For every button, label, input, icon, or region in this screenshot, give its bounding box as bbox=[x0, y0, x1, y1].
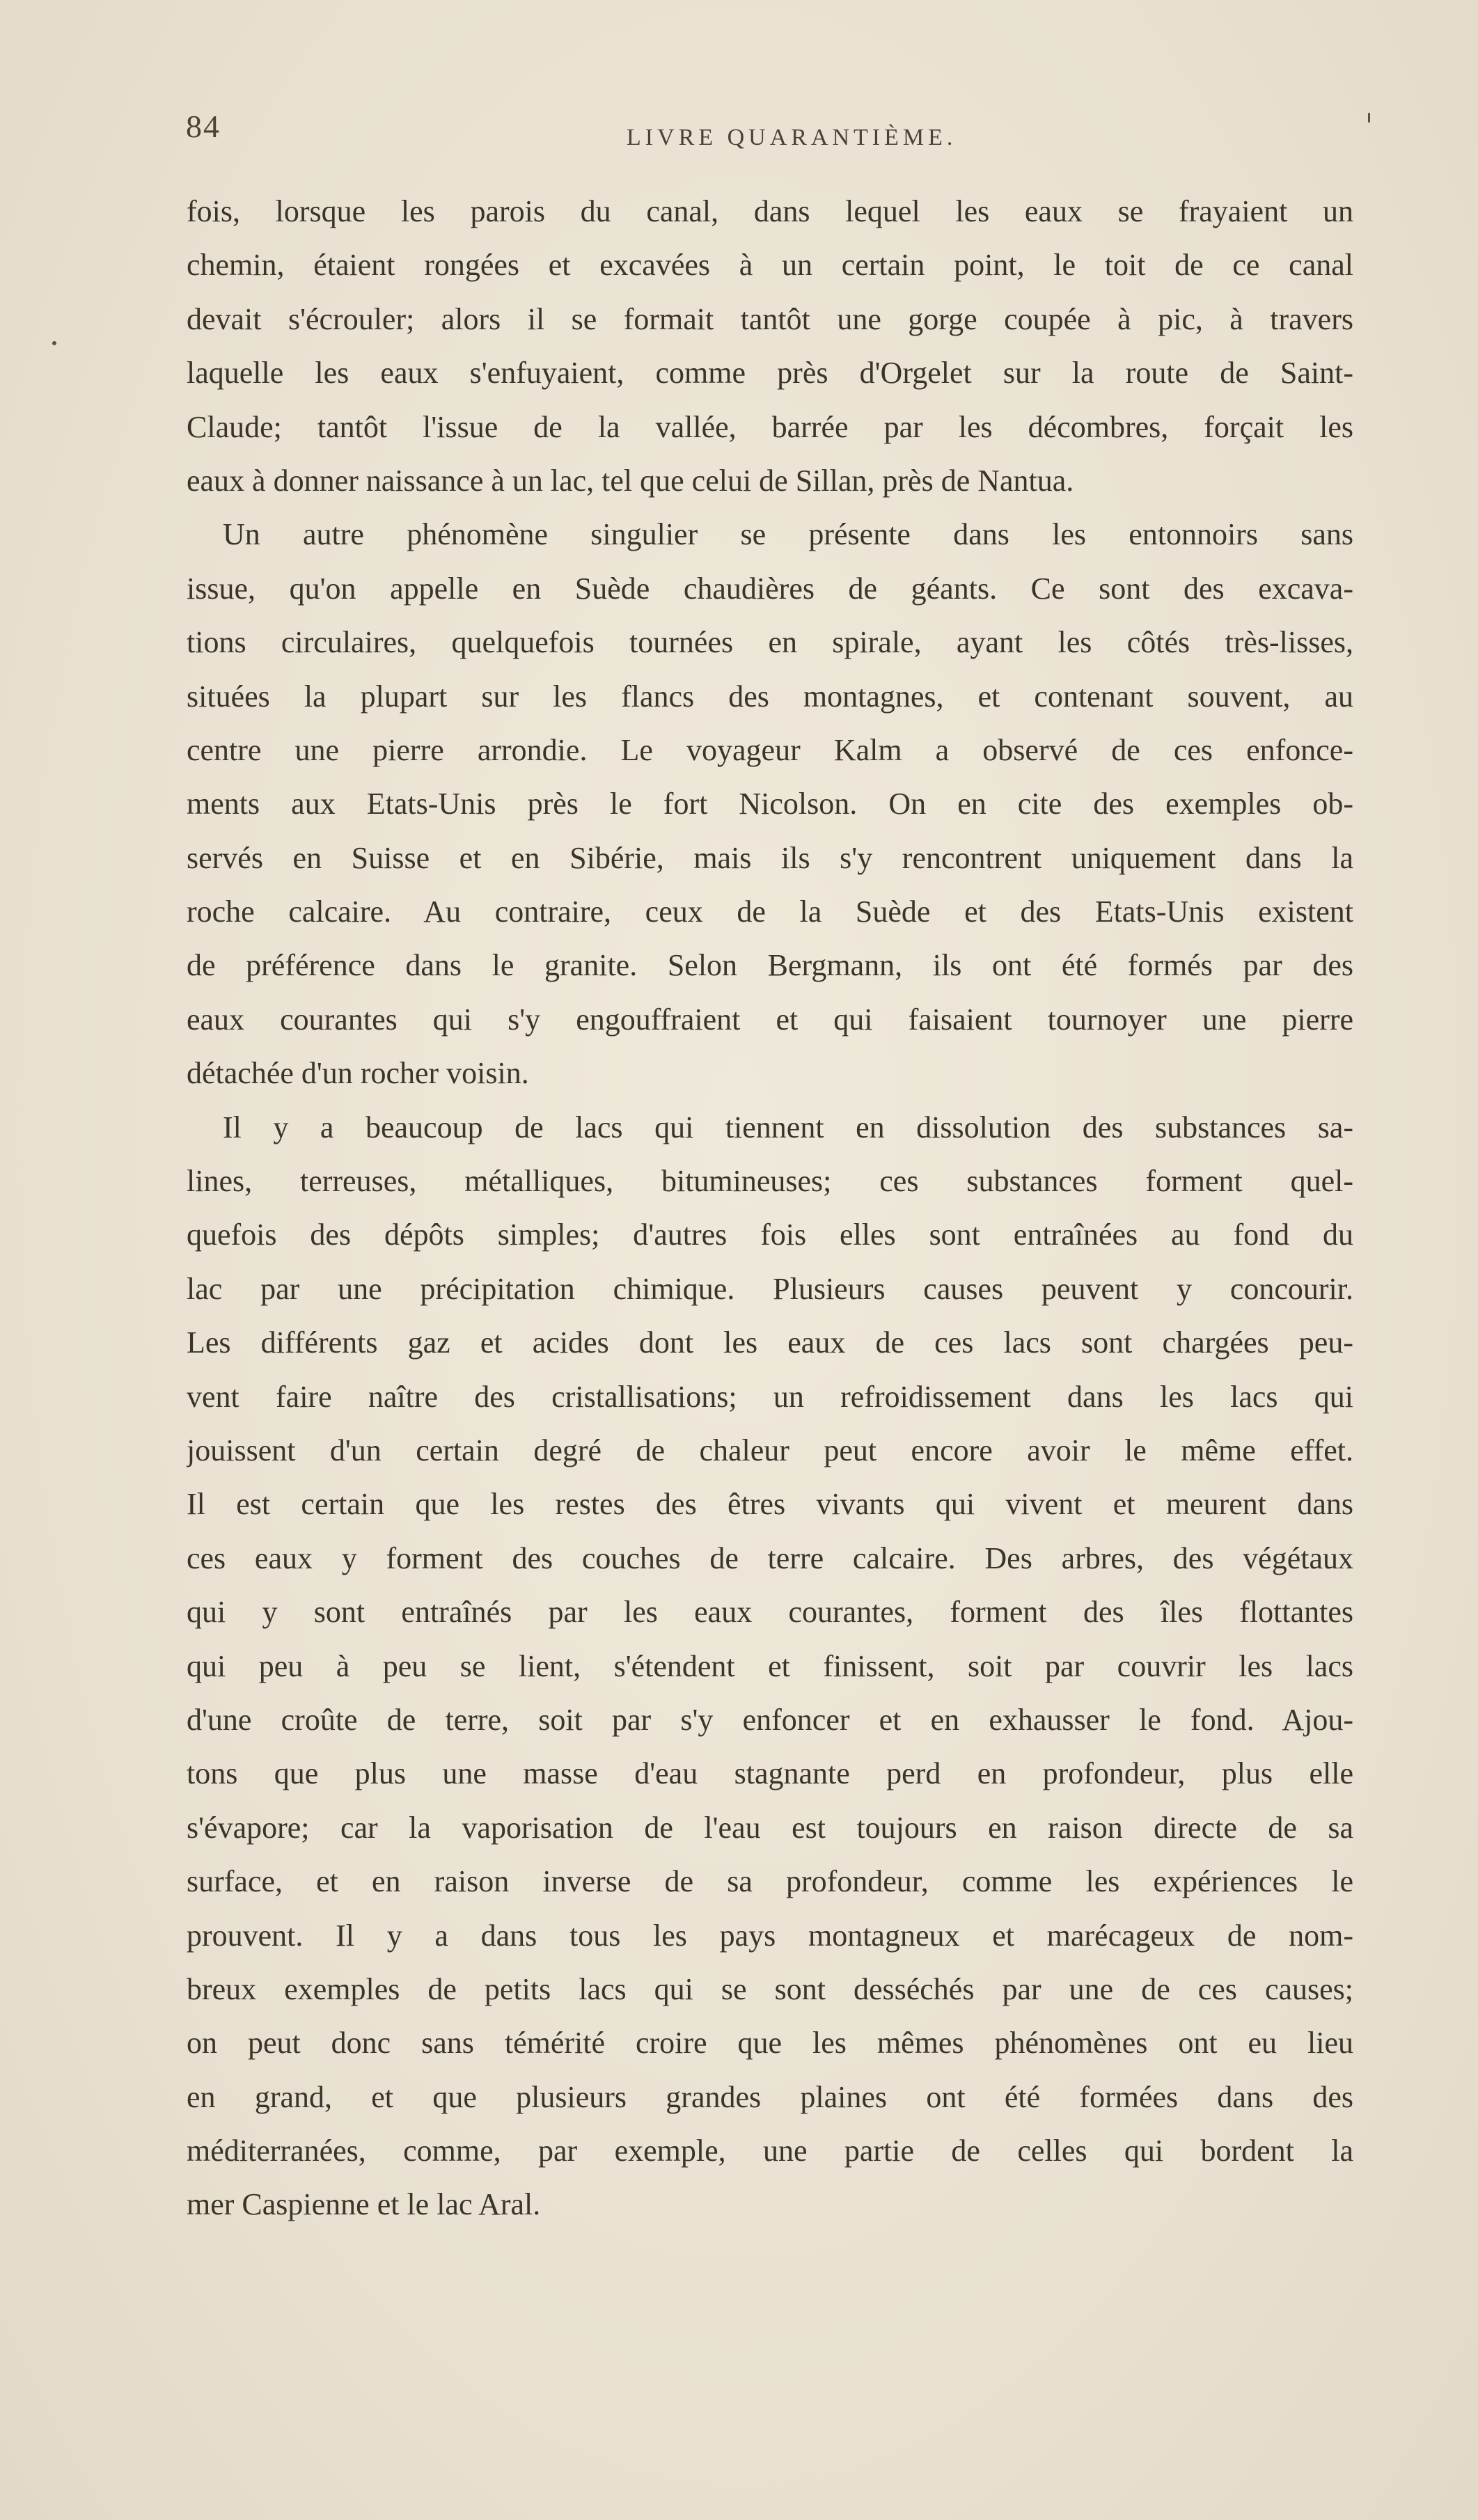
text-line: issue, qu'on appelle en Suède chaudières de géants. Ce sont des excava- bbox=[187, 571, 1353, 606]
text-line: d'une croûte de terre, soit par s'y enfoncer et en exhausser le fond. Ajou- bbox=[187, 1702, 1353, 1737]
page-number: 84 bbox=[186, 109, 221, 144]
text-line: ces eaux y forment des couches de terre calcaire. Des arbres, des végétaux bbox=[187, 1541, 1353, 1575]
text-line: chemin, étaient rongées et excavées à un certain point, le toit de ce canal bbox=[187, 248, 1353, 283]
text-line: Il y a beaucoup de lacs qui tiennent en dissolution des substances sa- bbox=[223, 1110, 1353, 1144]
text-line: méditerranées, comme, par exemple, une partie de celles qui bordent la bbox=[187, 2134, 1353, 2168]
text-line: détachée d'un rocher voisin. bbox=[187, 1056, 529, 1091]
text-line: servés en Suisse et en Sibérie, mais ils s'y rencontrent uniquement dans la bbox=[187, 840, 1353, 875]
text-line: surface, et en raison inverse de sa profondeur, comme les expériences le bbox=[187, 1864, 1353, 1899]
text-line: Il est certain que les restes des êtres vivants qui vivent et meurent dans bbox=[187, 1487, 1353, 1522]
text-line: tions circulaires, quelquefois tournées en spirale, ayant les côtés très-lisses, bbox=[187, 625, 1353, 660]
running-head: LIVRE QUARANTIÈME. bbox=[627, 125, 957, 150]
text-line: centre une pierre arrondie. Le voyageur Kalm a observé de ces enfonce- bbox=[187, 732, 1353, 767]
text-line: roche calcaire. Au contraire, ceux de la Suède et des Etats-Unis existent bbox=[187, 895, 1353, 929]
text-line: quefois des dépôts simples; d'autres fois elles sont entraînées au fond du bbox=[187, 1218, 1353, 1252]
text-line: on peut donc sans témérité croire que les mêmes phénomènes ont eu lieu bbox=[187, 2026, 1353, 2061]
text-line: vent faire naître des cristallisations; un refroidissement dans les lacs qui bbox=[187, 1379, 1353, 1414]
text-line: en grand, et que plusieurs grandes plaines ont été formées dans des bbox=[187, 2079, 1353, 2114]
print-speck bbox=[1368, 113, 1370, 123]
print-speck bbox=[52, 341, 56, 345]
text-line: fois, lorsque les parois du canal, dans lequel les eaux se frayaient un bbox=[187, 194, 1353, 228]
text-line: qui peu à peu se lient, s'étendent et finissent, soit par couvrir les lacs bbox=[187, 1648, 1353, 1683]
text-line: laquelle les eaux s'enfuyaient, comme près d'Orgelet sur la route de Saint- bbox=[187, 356, 1353, 391]
text-line: eaux courantes qui s'y engouffraient et qui faisaient tournoyer une pierre bbox=[187, 1002, 1353, 1037]
text-line: qui y sont entraînés par les eaux courantes, forment des îles flottantes bbox=[187, 1595, 1353, 1630]
text-line: de préférence dans le granite. Selon Bergmann, ils ont été formés par des bbox=[187, 948, 1353, 983]
text-line: tons que plus une masse d'eau stagnante perd en profondeur, plus elle bbox=[187, 1756, 1353, 1791]
text-line: s'évapore; car la vaporisation de l'eau est toujours en raison directe de sa bbox=[187, 1810, 1353, 1845]
text-line: Un autre phénomène singulier se présente dans les entonnoirs sans bbox=[223, 517, 1353, 552]
text-line: eaux à donner naissance à un lac, tel que celui de Sillan, près de Nantua. bbox=[187, 463, 1074, 498]
text-line: mer Caspienne et le lac Aral. bbox=[187, 2187, 541, 2222]
text-line: devait s'écrouler; alors il se formait tantôt une gorge coupée à pic, à travers bbox=[187, 301, 1353, 336]
text-line: lac par une précipitation chimique. Plusieurs causes peuvent y concourir. bbox=[187, 1271, 1353, 1306]
text-line: breux exemples de petits lacs qui se sont desséchés par une de ces causes; bbox=[187, 1971, 1353, 2006]
text-line: ments aux Etats-Unis près le fort Nicolson. On en cite des exemples ob- bbox=[187, 787, 1353, 821]
text-line: prouvent. Il y a dans tous les pays montagneux et marécageux de nom- bbox=[187, 1918, 1353, 1953]
text-line: jouissent d'un certain degré de chaleur peut encore avoir le même effet. bbox=[187, 1433, 1353, 1467]
text-line: situées la plupart sur les flancs des montagnes, et contenant souvent, au bbox=[187, 679, 1353, 714]
text-line: lines, terreuses, métalliques, bitumineuses; ces substances forment quel- bbox=[187, 1164, 1353, 1199]
text-line: Les différents gaz et acides dont les eaux de ces lacs sont chargées peu- bbox=[187, 1325, 1353, 1360]
text-line: Claude; tantôt l'issue de la vallée, barrée par les décombres, forçait les bbox=[187, 409, 1353, 444]
body-text bbox=[187, 184, 1353, 2232]
